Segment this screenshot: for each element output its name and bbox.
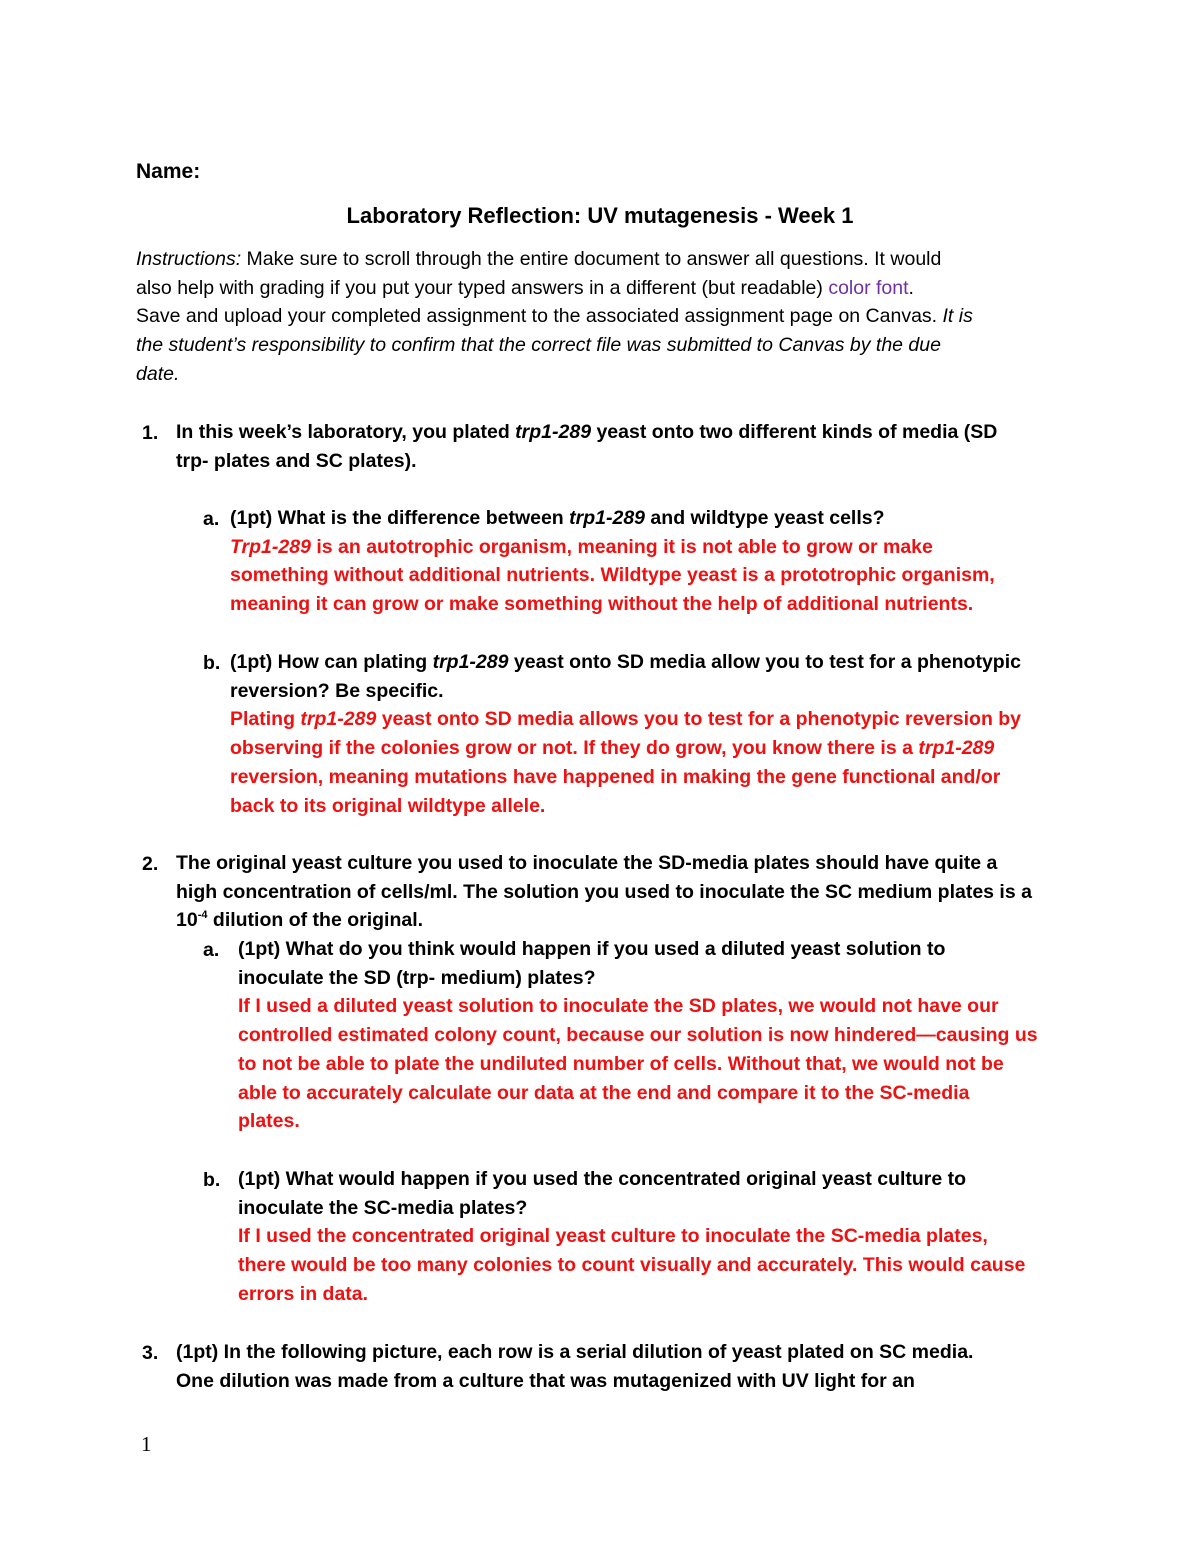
instructions-label: Instructions: <box>136 248 242 270</box>
question-number: 3. <box>142 1342 159 1364</box>
subquestion-letter: b. <box>203 1169 221 1191</box>
instructions-text: also help with grading if you put your typed answers in a different (but readable) <box>136 276 829 299</box>
question-number: 1. <box>142 422 159 444</box>
subquestion-letter: a. <box>203 508 220 530</box>
answer-text: errors in data. <box>238 1282 369 1305</box>
subquestion-letter: b. <box>203 652 221 674</box>
question-number: 2. <box>142 853 159 875</box>
answer-text: there would be too many colonies to count visually and accurately. This would cause <box>238 1254 1026 1277</box>
answer-text: plates. <box>238 1110 300 1133</box>
instructions-italic: the student’s responsibility to confirm that the correct file was submitted to Canvas by the due <box>136 334 941 357</box>
answer-text: meaning it can grow or make something without the help of additional nutrients. <box>230 593 974 616</box>
page-title: Laboratory Reflection: UV mutagenesis - Week 1 <box>346 203 854 228</box>
color-font-text: color font <box>828 276 909 299</box>
subquestion-letter: a. <box>203 939 220 961</box>
instructions-paragraph <box>136 245 1076 389</box>
answer-text: able to accurately calculate our data at the end and compare it to the SC-media <box>238 1081 970 1104</box>
name-label: Name: <box>136 160 201 183</box>
answer-text: If I used the concentrated original yeast culture to inoculate the SC-media plates, <box>238 1225 988 1248</box>
instructions-italic: date. <box>136 362 180 385</box>
answer-text: Trp1-289 is an autotrophic organism, meaning it is not able to grow or make <box>230 535 933 558</box>
instructions-text: Make sure to scroll through the entire document to answer all questions. It would <box>241 248 942 270</box>
answer-text: reversion, meaning mutations have happened in making the gene functional and/or <box>230 765 1001 788</box>
answer-text: Plating trp1-289 yeast onto SD media allows you to test for a phenotypic reversion by <box>230 708 1022 731</box>
instructions-text: Save and upload your completed assignment to the associated assignment page on Canvas. <box>136 305 943 328</box>
question-2b: (1pt) What would happen if you used the concentrated original yeast culture to inoculate the SC-media plates? If I used the concentrated original yeast culture to inoculate the SC-media plates, there would be too many colonies to count visually and accurately. This would cause errors in data. <box>238 1165 1025 1309</box>
gene-name: trp1-289 <box>432 651 509 673</box>
question-2a: (1pt) What do you think would happen if you used a diluted yeast solution to inoculate the SD (trp- medium) plates? If I used a diluted yeast solution to inoculate the SD plates, we would not have our controlled estimated colony count, because our solution is now hindered—causing us to not be able to plate the undiluted number of cells. Without that, we would not be able to accurately calculate our data at the end and compare it to the SC-media plates. <box>238 935 1038 1136</box>
answer-text: something without additional nutrients. Wildtype yeast is a prototrophic organism, <box>230 564 995 587</box>
question-1a: (1pt) What is the difference between trp1-289 and wildtype yeast cells? Trp1-289 is an autotrophic organism, meaning it is not able to grow or make something without additional nutrients. Wildtype yeast is a prototrophic organism, meaning it can grow or make something without the help of additional nutrients. <box>230 504 995 619</box>
page-number: 1 <box>141 1432 152 1456</box>
answer-text: back to its original wildtype allele. <box>230 794 546 817</box>
answer-text: observing if the colonies grow or not. If they do grow, you know there is a trp1-289 <box>230 737 995 760</box>
question-3-text: (1pt) In the following picture, each row is a serial dilution of yeast plated on SC media. One dilution was made from a culture that was mutagenized with UV light for an <box>176 1341 974 1392</box>
answer-text: controlled estimated colony count, because our solution is now hindered—causing us <box>238 1024 1038 1047</box>
instructions-italic: It is <box>942 305 973 328</box>
instructions-text: . <box>908 276 914 299</box>
answer-text: to not be able to plate the undiluted number of cells. Without that, we would not be <box>238 1052 1004 1075</box>
answer-text: If I used a diluted yeast solution to inoculate the SD plates, we would not have our <box>238 995 999 1018</box>
question-1-text: In this week’s laboratory, you plated trp1-289 yeast onto two different kinds of media (SD trp- plates and SC plates). <box>176 421 998 472</box>
question-2-text: The original yeast culture you used to inoculate the SD-media plates should have quite a high concentration of cells/ml. The solution you used to inoculate the SC medium plates is a $10^{-4}$ dilution of the original. <box>176 852 1032 932</box>
gene-name: trp1-289 <box>569 507 646 529</box>
gene-name: trp1-289 <box>515 421 592 443</box>
question-1b: (1pt) How can plating trp1-289 yeast onto SD media allow you to test for a phenotypic reversion? Be specific. Plating trp1-289 yeast onto SD media allows you to test for a phenotypic reversion by observing if the colonies grow or not. If they do grow, you know there is a trp1-289 reversion, meaning mutations have happened in making the gene functional and/or back to its original wildtype allele. <box>230 648 1021 820</box>
